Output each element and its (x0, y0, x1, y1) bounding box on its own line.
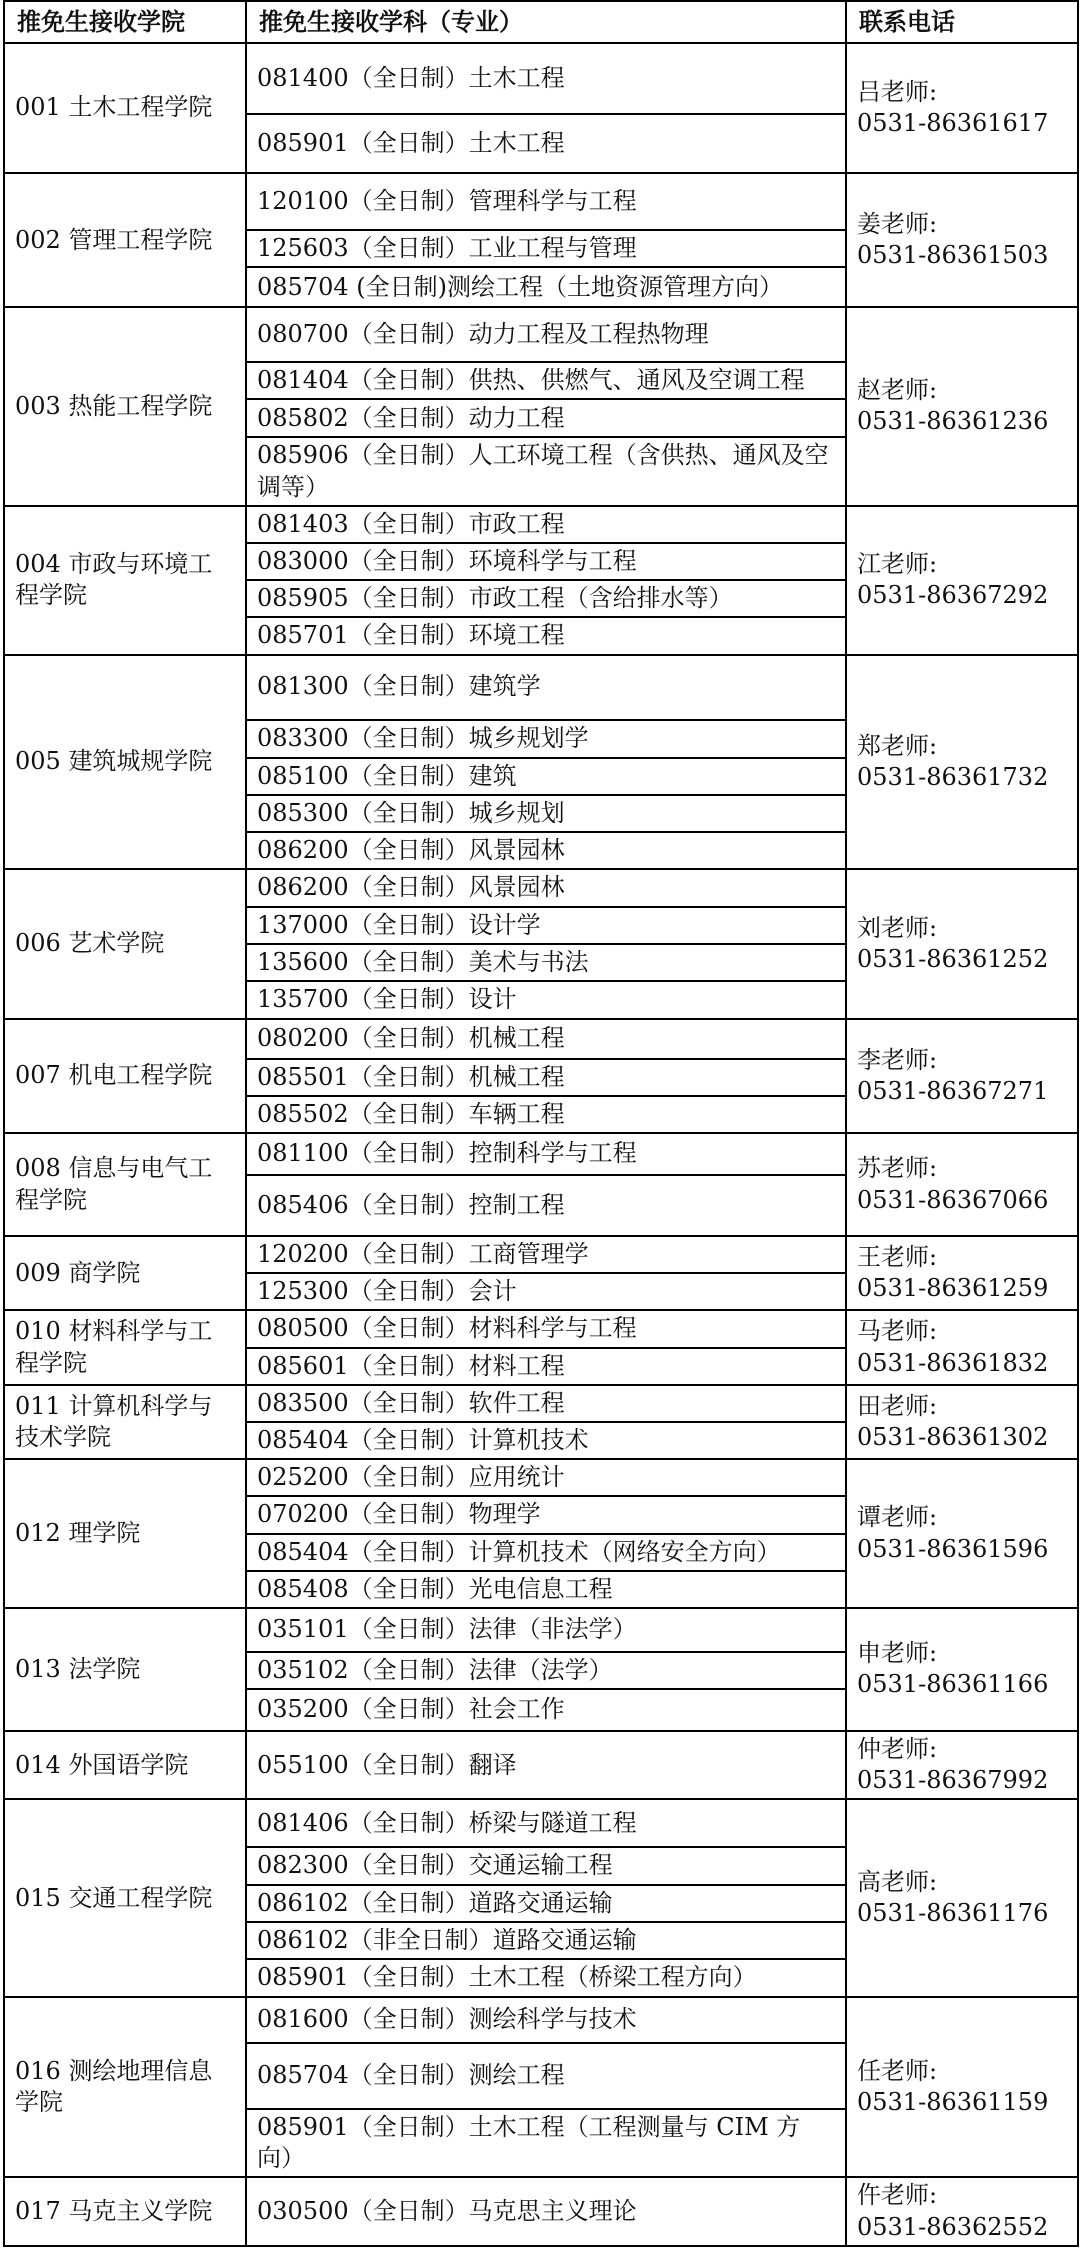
major-cell: 035102（全日制）法律（法学） (246, 1652, 846, 1689)
table-row (4, 1310, 1078, 1347)
contact-cell (846, 1310, 1078, 1384)
major-cell: 085404（全日制）计算机技术 (246, 1422, 846, 1459)
major-cell: 137000（全日制）设计学 (246, 907, 846, 944)
contact-cell (846, 1731, 1078, 1799)
table-row (4, 1731, 1078, 1799)
contact-teacher: 李老师: (857, 1045, 938, 1074)
major-cell: 081406（全日制）桥梁与隧道工程 (246, 1799, 846, 1847)
major-cell: 081300（全日制）建筑学 (246, 655, 846, 720)
contact-cell (846, 2177, 1078, 2245)
contact-teacher: 江老师: (857, 549, 938, 578)
major-cell: 080200（全日制）机械工程 (246, 1019, 846, 1059)
major-cell: 085701（全日制）环境工程 (246, 617, 846, 654)
contact-phone: 0531-86361166 (857, 1670, 1049, 1699)
contact-phone: 0531-86367066 (857, 1185, 1049, 1214)
major-cell: 085901（全日制）土木工程（工程测量与 CIM 方向） (246, 2109, 846, 2177)
major-cell: 085704（全日制）测绘工程 (246, 2043, 846, 2109)
admissions-table (3, 0, 1079, 2247)
contact-cell (846, 1133, 1078, 1236)
school-cell: 001 土木工程学院 (4, 43, 246, 173)
contact-teacher: 吕老师: (857, 77, 938, 106)
contact-teacher: 高老师: (857, 1868, 938, 1897)
school-cell: 011 计算机科学与技术学院 (4, 1385, 246, 1459)
major-cell: 025200（全日制）应用统计 (246, 1459, 846, 1496)
table-row (4, 43, 1078, 114)
major-cell: 120100（全日制）管理科学与工程 (246, 173, 846, 230)
contact-cell (846, 1799, 1078, 1997)
major-cell: 125300（全日制）会计 (246, 1273, 846, 1310)
header-school: 推免生接收学院 (4, 1, 246, 43)
contact-phone: 0531-86361832 (857, 1348, 1049, 1377)
school-cell: 016 测绘地理信息学院 (4, 1997, 246, 2177)
contact-phone: 0531-86362552 (857, 2212, 1049, 2241)
major-cell: 085300（全日制）城乡规划 (246, 795, 846, 832)
major-cell: 085100（全日制）建筑 (246, 758, 846, 795)
contact-phone: 0531-86361732 (857, 762, 1049, 791)
contact-phone: 0531-86361259 (857, 1274, 1049, 1303)
contact-cell (846, 1236, 1078, 1310)
header-major: 推免生接收学科（专业） (246, 1, 846, 43)
major-cell: 081100（全日制）控制科学与工程 (246, 1133, 846, 1175)
header-row (4, 1, 1078, 43)
major-cell: 125603（全日制）工业工程与管理 (246, 230, 846, 267)
table-row (4, 869, 1078, 907)
contact-phone: 0531-86367292 (857, 581, 1049, 610)
header-contact: 联系电话 (846, 1, 1078, 43)
school-cell: 008 信息与电气工程学院 (4, 1133, 246, 1236)
table-row (4, 2177, 1078, 2245)
school-cell: 007 机电工程学院 (4, 1019, 246, 1133)
major-cell: 086102（全日制）道路交通运输 (246, 1885, 846, 1922)
school-cell: 005 建筑城规学院 (4, 655, 246, 870)
major-cell: 081404（全日制）供热、供燃气、通风及空调工程 (246, 362, 846, 399)
table-row (4, 1799, 1078, 1847)
major-cell: 080700（全日制）动力工程及工程热物理 (246, 307, 846, 362)
table-row (4, 1385, 1078, 1422)
contact-phone: 0531-86361252 (857, 944, 1049, 973)
contact-cell (846, 1385, 1078, 1459)
major-cell: 081400（全日制）土木工程 (246, 43, 846, 114)
school-cell: 004 市政与环境工程学院 (4, 506, 246, 655)
school-cell: 003 热能工程学院 (4, 307, 246, 506)
major-cell: 085704 (全日制)测绘工程（土地资源管理方向） (246, 267, 846, 307)
major-cell: 085601（全日制）材料工程 (246, 1348, 846, 1385)
contact-cell (846, 43, 1078, 173)
contact-teacher: 姜老师: (857, 209, 938, 238)
table-row (4, 1608, 1078, 1652)
contact-teacher: 苏老师: (857, 1154, 938, 1183)
table-row (4, 1236, 1078, 1273)
table-row (4, 655, 1078, 720)
major-cell: 086200（全日制）风景园林 (246, 869, 846, 907)
major-cell: 085501（全日制）机械工程 (246, 1059, 846, 1096)
school-cell: 013 法学院 (4, 1608, 246, 1731)
table-row (4, 1459, 1078, 1496)
school-cell: 006 艺术学院 (4, 869, 246, 1019)
major-cell: 135700（全日制）设计 (246, 981, 846, 1018)
contact-teacher: 田老师: (857, 1391, 938, 1420)
contact-teacher: 仲老师: (857, 1735, 938, 1764)
major-cell: 083500（全日制）软件工程 (246, 1385, 846, 1422)
contact-cell (846, 1997, 1078, 2177)
contact-teacher: 谭老师: (857, 1503, 938, 1532)
major-cell: 083300（全日制）城乡规划学 (246, 720, 846, 758)
table-row (4, 506, 1078, 543)
contact-teacher: 郑老师: (857, 731, 938, 760)
school-cell: 017 马克主义学院 (4, 2177, 246, 2245)
major-cell: 085901（全日制）土木工程 (246, 114, 846, 173)
contact-teacher: 赵老师: (857, 376, 938, 405)
major-cell: 035101（全日制）法律（非法学） (246, 1608, 846, 1652)
contact-phone: 0531-86361176 (857, 1899, 1049, 1928)
contact-cell (846, 506, 1078, 655)
contact-teacher: 王老师: (857, 1243, 938, 1271)
major-cell: 135600（全日制）美术与书法 (246, 944, 846, 981)
contact-phone: 0531-86361236 (857, 407, 1049, 436)
table-row (4, 1133, 1078, 1175)
major-cell: 085408（全日制）光电信息工程 (246, 1571, 846, 1608)
major-cell: 081403（全日制）市政工程 (246, 506, 846, 543)
school-cell: 012 理学院 (4, 1459, 246, 1608)
contact-teacher: 刘老师: (857, 913, 938, 942)
contact-phone: 0531-86367271 (857, 1076, 1049, 1105)
major-cell: 086200（全日制）风景园林 (246, 832, 846, 869)
major-cell: 083000（全日制）环境科学与工程 (246, 543, 846, 580)
major-cell: 085901（全日制）土木工程（桥梁工程方向） (246, 1959, 846, 1997)
table-row (4, 1019, 1078, 1059)
contact-phone: 0531-86361617 (857, 109, 1049, 137)
contact-cell (846, 307, 1078, 506)
major-cell: 086102（非全日制）道路交通运输 (246, 1922, 846, 1959)
major-cell: 035200（全日制）社会工作 (246, 1689, 846, 1731)
major-cell: 030500（全日制）马克思主义理论 (246, 2177, 846, 2245)
table-row (4, 1997, 1078, 2043)
table-row (4, 307, 1078, 362)
contact-teacher: 仵老师: (857, 2181, 938, 2210)
contact-teacher: 马老师: (857, 1317, 938, 1346)
school-cell: 002 管理工程学院 (4, 173, 246, 307)
school-cell: 009 商学院 (4, 1236, 246, 1310)
major-cell: 085406（全日制）控制工程 (246, 1175, 846, 1236)
contact-cell (846, 1608, 1078, 1731)
contact-phone: 0531-86367992 (857, 1766, 1049, 1795)
school-cell: 014 外国语学院 (4, 1731, 246, 1799)
contact-cell (846, 869, 1078, 1019)
contact-cell (846, 655, 1078, 870)
table-body (4, 43, 1078, 2246)
contact-cell (846, 1459, 1078, 1608)
contact-phone: 0531-86361596 (857, 1534, 1049, 1563)
major-cell: 085404（全日制）计算机技术（网络安全方向） (246, 1534, 846, 1571)
school-cell: 015 交通工程学院 (4, 1799, 246, 1997)
major-cell: 055100（全日制）翻译 (246, 1731, 846, 1799)
contact-cell (846, 1019, 1078, 1133)
major-cell: 085905（全日制）市政工程（含给排水等） (246, 580, 846, 617)
contact-phone: 0531-86361302 (857, 1422, 1049, 1451)
major-cell: 070200（全日制）物理学 (246, 1496, 846, 1533)
major-cell: 085802（全日制）动力工程 (246, 399, 846, 437)
major-cell: 085502（全日制）车辆工程 (246, 1096, 846, 1133)
contact-cell (846, 173, 1078, 307)
major-cell: 120200（全日制）工商管理学 (246, 1236, 846, 1273)
major-cell: 081600（全日制）测绘科学与技术 (246, 1997, 846, 2043)
contact-phone: 0531-86361503 (857, 241, 1049, 270)
school-cell: 010 材料科学与工程学院 (4, 1310, 246, 1384)
contact-teacher: 任老师: (857, 2057, 938, 2085)
major-cell: 080500（全日制）材料科学与工程 (246, 1310, 846, 1347)
table-row (4, 173, 1078, 230)
major-cell: 082300（全日制）交通运输工程 (246, 1847, 846, 1884)
major-cell: 085906（全日制）人工环境工程（含供热、通风及空调等） (246, 437, 846, 505)
contact-teacher: 申老师: (857, 1639, 938, 1668)
contact-phone: 0531-86361159 (857, 2088, 1049, 2117)
